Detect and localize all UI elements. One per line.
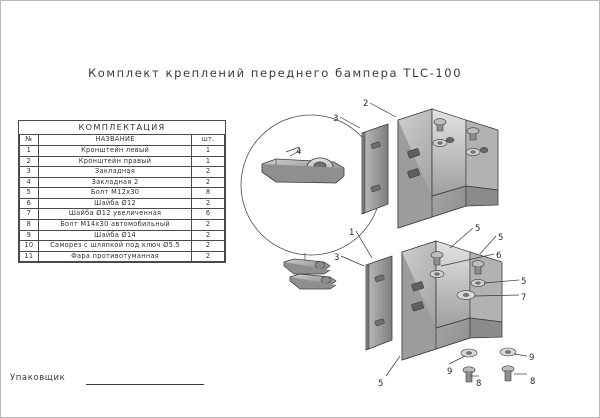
- callout-1: 1: [349, 228, 355, 238]
- table-caption: КОМПЛЕКТАЦИЯ: [20, 121, 225, 135]
- table-row: 9 Шайба Ø14 2: [20, 230, 225, 241]
- callout-6: 6: [496, 251, 502, 261]
- callout-7: 7: [521, 293, 527, 303]
- callout-8: 8: [476, 379, 482, 389]
- small-plates: [284, 259, 336, 289]
- callout-5: 5: [378, 379, 384, 389]
- table-header-qty: шт.: [192, 135, 225, 146]
- table-row: 3 Закладная 2: [20, 167, 225, 178]
- page-title: Комплект креплений переднего бампера TLC-100: [88, 66, 463, 80]
- table-row: 10 Саморез с шляпкой под ключ Ø5.5 2: [20, 241, 225, 252]
- table-row: 4 Закладная 2 2: [20, 177, 225, 188]
- callout-2: 2: [363, 99, 369, 109]
- packer-label: Упаковщик: [10, 373, 66, 383]
- callout-4: 4: [296, 147, 302, 157]
- callout-5: 5: [521, 277, 527, 287]
- upper-bracket-assembly: [362, 109, 498, 228]
- callout-9: 9: [447, 367, 453, 377]
- callout-3: 3: [334, 253, 340, 263]
- table-header-num: №: [20, 135, 39, 146]
- callout-3: 3: [333, 114, 339, 124]
- table-row: 11 Фара противотуманная 2: [20, 251, 225, 262]
- detail-bubble-part4: [241, 115, 381, 262]
- packer-signature-line: [86, 384, 204, 385]
- table-row: 7 Шайба Ø12 увеличенная 6: [20, 209, 225, 220]
- callout-8: 8: [530, 377, 536, 387]
- table-row: 5 Болт М12х30 8: [20, 188, 225, 199]
- lower-bracket-assembly: [366, 241, 516, 382]
- table-row: 1 Кронштейн левый 1: [20, 146, 225, 157]
- table-header-name: НАЗВАНИЕ: [38, 135, 191, 146]
- table-row: 6 Шайба Ø12 2: [20, 198, 225, 209]
- parts-table: [18, 120, 226, 263]
- callout-5: 5: [475, 224, 481, 234]
- callout-5: 5: [498, 233, 504, 243]
- table-row: 2 Кронштейн правый 1: [20, 156, 225, 167]
- table-row: 8 Болт М14х30 автомобильный 2: [20, 220, 225, 231]
- callout-9: 9: [529, 353, 535, 363]
